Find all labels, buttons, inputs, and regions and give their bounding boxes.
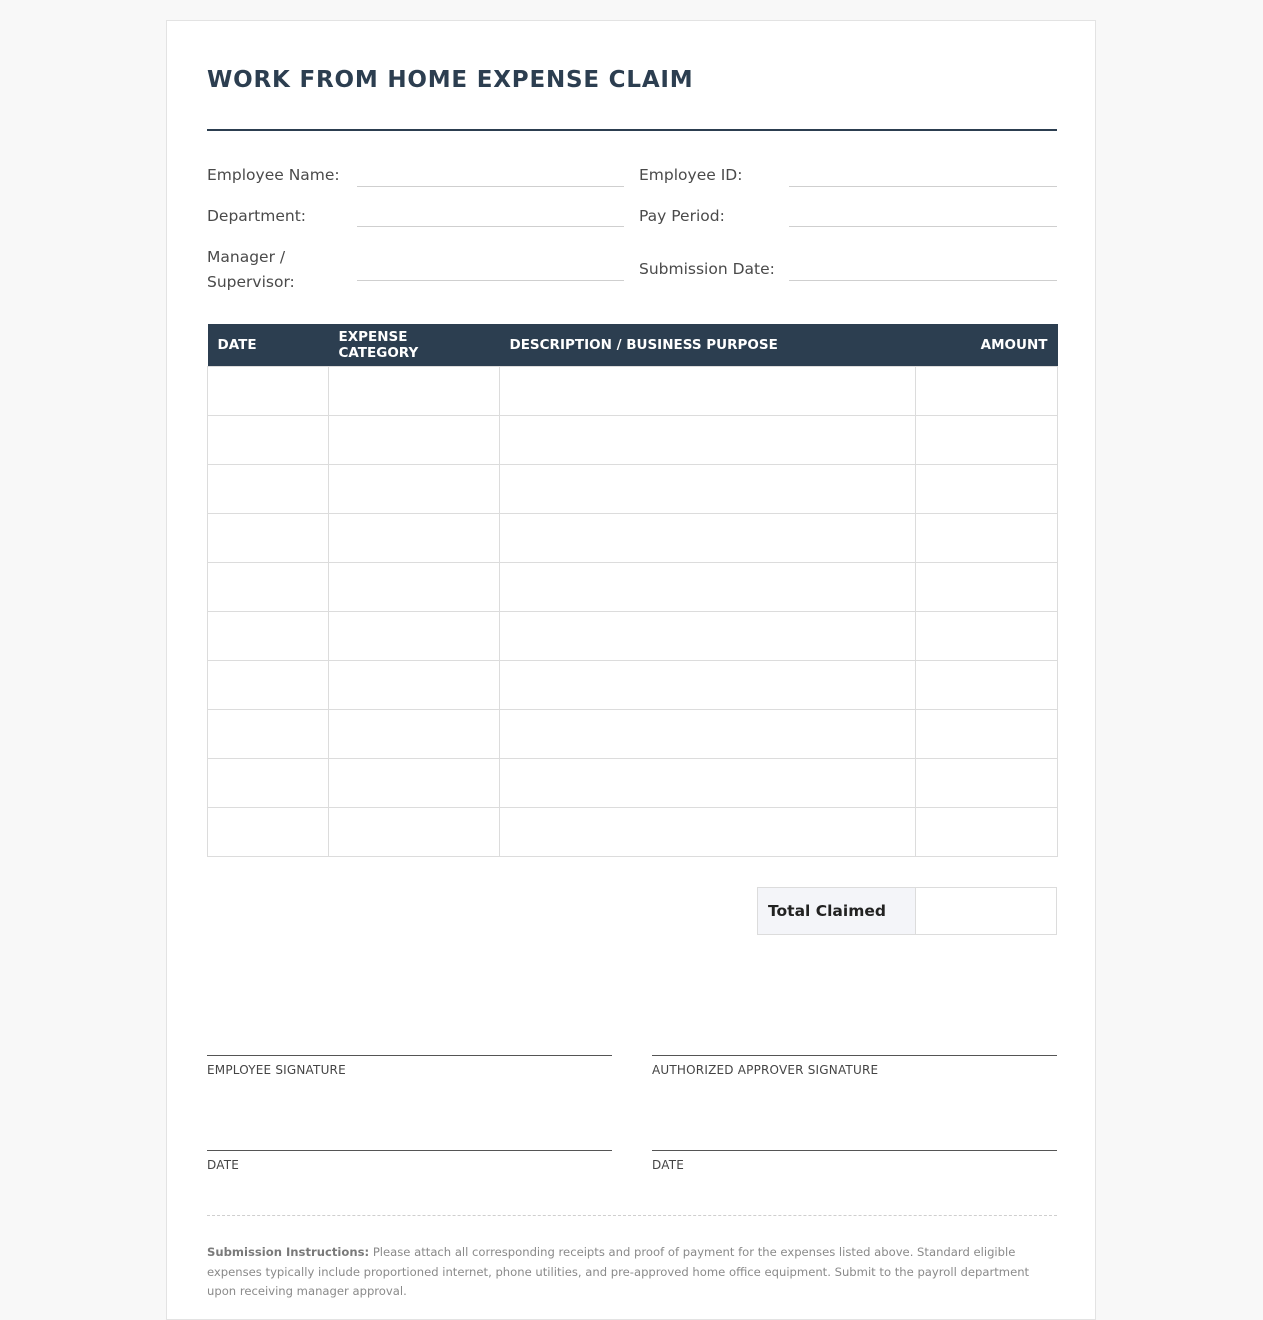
table-row — [208, 464, 1058, 513]
cell-amount[interactable] — [916, 464, 1058, 513]
department-field[interactable] — [357, 226, 624, 227]
cell-category[interactable] — [329, 464, 500, 513]
instructions-heading: Submission Instructions: — [207, 1245, 370, 1259]
cell-category[interactable] — [329, 366, 500, 415]
table-row — [208, 758, 1058, 807]
cell-description[interactable] — [500, 562, 916, 611]
cell-date[interactable] — [208, 807, 329, 856]
employee-date-line[interactable] — [207, 1150, 612, 1151]
employee-id-field[interactable] — [789, 186, 1057, 187]
submission-date-field[interactable] — [789, 280, 1057, 281]
cell-category[interactable] — [329, 513, 500, 562]
title-divider — [207, 129, 1057, 131]
table-row — [208, 415, 1058, 464]
column-header-date: DATE — [208, 324, 329, 366]
manager-label-line2: Supervisor: — [207, 273, 295, 291]
cell-description[interactable] — [500, 709, 916, 758]
table-row — [208, 513, 1058, 562]
approver-signature-label: AUTHORIZED APPROVER SIGNATURE — [652, 1063, 879, 1077]
cell-description[interactable] — [500, 611, 916, 660]
expense-table — [207, 324, 1058, 857]
cell-amount[interactable] — [916, 513, 1058, 562]
cell-category[interactable] — [329, 660, 500, 709]
cell-description[interactable] — [500, 415, 916, 464]
employee-date-label: DATE — [207, 1158, 240, 1172]
cell-description[interactable] — [500, 366, 916, 415]
approver-date-label: DATE — [652, 1158, 685, 1172]
total-claimed-label: Total Claimed — [758, 888, 916, 934]
approver-signature-line[interactable] — [652, 1055, 1057, 1056]
cell-category[interactable] — [329, 562, 500, 611]
cell-date[interactable] — [208, 366, 329, 415]
table-row — [208, 562, 1058, 611]
employee-signature-line[interactable] — [207, 1055, 612, 1056]
form-title: WORK FROM HOME EXPENSE CLAIM — [207, 67, 694, 93]
cell-amount[interactable] — [916, 415, 1058, 464]
employee-signature-label: EMPLOYEE SIGNATURE — [207, 1063, 346, 1077]
submission-date-label: Submission Date: — [639, 260, 775, 278]
department-label: Department: — [207, 207, 307, 225]
submission-instructions — [207, 1243, 1057, 1302]
employee-id-label: Employee ID: — [639, 166, 743, 184]
cell-category[interactable] — [329, 415, 500, 464]
cell-date[interactable] — [208, 709, 329, 758]
cell-date[interactable] — [208, 562, 329, 611]
cell-date[interactable] — [208, 513, 329, 562]
table-row — [208, 709, 1058, 758]
table-row — [208, 366, 1058, 415]
table-header-row — [208, 324, 1058, 366]
cell-date[interactable] — [208, 464, 329, 513]
cell-description[interactable] — [500, 807, 916, 856]
cell-category[interactable] — [329, 758, 500, 807]
employee-name-field[interactable] — [357, 186, 624, 187]
cell-category[interactable] — [329, 807, 500, 856]
claim-form-page — [166, 20, 1096, 1320]
column-header-amount: AMOUNT — [916, 324, 1058, 366]
cell-amount[interactable] — [916, 611, 1058, 660]
pay-period-label: Pay Period: — [639, 207, 725, 225]
cell-date[interactable] — [208, 415, 329, 464]
cell-amount[interactable] — [916, 562, 1058, 611]
table-row — [208, 660, 1058, 709]
table-row — [208, 611, 1058, 660]
employee-name-label: Employee Name: — [207, 166, 340, 184]
cell-amount[interactable] — [916, 660, 1058, 709]
table-row — [208, 807, 1058, 856]
column-header-category: EXPENSE CATEGORY — [329, 324, 500, 366]
cell-amount[interactable] — [916, 807, 1058, 856]
cell-category[interactable] — [329, 611, 500, 660]
instructions-body: Please attach all corresponding receipts and proof of payment for the expenses listed above. Standard eligible expenses typically include proportioned internet, phone utilities, and pre-approved home office equipment. Submit to the payroll department upon receiving manager approval. — [207, 1245, 1030, 1298]
instructions-divider — [207, 1215, 1057, 1216]
cell-category[interactable] — [329, 709, 500, 758]
cell-amount[interactable] — [916, 709, 1058, 758]
pay-period-field[interactable] — [789, 226, 1057, 227]
cell-amount[interactable] — [916, 758, 1058, 807]
total-claimed-value[interactable] — [916, 888, 1056, 934]
cell-description[interactable] — [500, 758, 916, 807]
cell-amount[interactable] — [916, 366, 1058, 415]
cell-description[interactable] — [500, 464, 916, 513]
approver-date-line[interactable] — [652, 1150, 1057, 1151]
column-header-description: DESCRIPTION / BUSINESS PURPOSE — [500, 324, 916, 366]
cell-date[interactable] — [208, 611, 329, 660]
total-claimed-box — [757, 887, 1057, 935]
cell-date[interactable] — [208, 660, 329, 709]
manager-field[interactable] — [357, 280, 624, 281]
manager-label-line1: Manager / — [207, 248, 286, 266]
cell-description[interactable] — [500, 513, 916, 562]
cell-date[interactable] — [208, 758, 329, 807]
cell-description[interactable] — [500, 660, 916, 709]
